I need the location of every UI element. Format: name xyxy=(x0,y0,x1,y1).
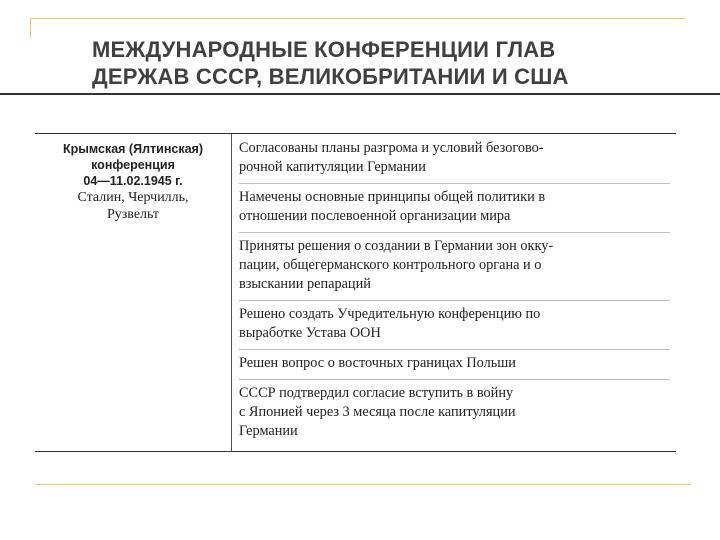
page-title-line-1: МЕЖДУНАРОДНЫЕ КОНФЕРЕНЦИИ ГЛАВ xyxy=(92,37,556,62)
conference-name-line-2: конференция xyxy=(91,158,175,172)
decision-text: Германии xyxy=(239,423,298,439)
page-title-line-2: ДЕРЖАВ СССР, ВЕЛИКОБРИТАНИИ И США xyxy=(92,64,569,89)
decision-text: Приняты решения о создании в Германии зон окку- xyxy=(239,238,554,254)
conference-table xyxy=(35,133,676,452)
conference-participants-line-1: Сталин, Черчилль, xyxy=(77,190,189,205)
decision-text: Решено создать Учредительную конференцию по xyxy=(239,306,541,322)
decisions-cell xyxy=(232,134,676,451)
conference-info-cell xyxy=(35,134,232,451)
decision-item xyxy=(239,188,670,233)
decision-item xyxy=(239,237,670,301)
decision-text: СССР подтвердил согласие вступить в войну xyxy=(239,385,514,401)
decision-text: рочной капитуляции Германии xyxy=(239,159,426,175)
page-title xyxy=(92,36,692,90)
decision-item xyxy=(239,384,670,447)
decision-text: Решен вопрос о восточных границах Польши xyxy=(239,355,516,371)
decision-item xyxy=(239,305,670,350)
decision-item xyxy=(239,139,670,184)
conference-participants-line-2: Рузвельт xyxy=(106,207,159,222)
decision-text: Согласованы планы разгрома и условий безогово- xyxy=(239,140,544,156)
decision-item xyxy=(239,354,670,380)
title-divider xyxy=(0,93,720,95)
slide-frame-top-rule xyxy=(30,18,685,19)
conference-name-line-1: Крымская (Ялтинская) xyxy=(62,142,203,156)
decision-text: с Японией через 3 месяца после капитуляции xyxy=(239,404,516,420)
decision-text: Намечены основные принципы общей политики в xyxy=(239,189,546,205)
decision-text: пации, общегерманского контрольного органа и о xyxy=(239,257,542,273)
decision-text: отношении послевоенной организации мира xyxy=(239,208,511,224)
conference-dates: 04—11.02.1945 г. xyxy=(83,174,183,188)
slide-frame-left-rule xyxy=(30,18,31,38)
decision-text: взыскании репараций xyxy=(239,276,371,292)
slide-bottom-rule xyxy=(35,484,690,485)
decision-text: выработке Устава ООН xyxy=(239,325,381,341)
